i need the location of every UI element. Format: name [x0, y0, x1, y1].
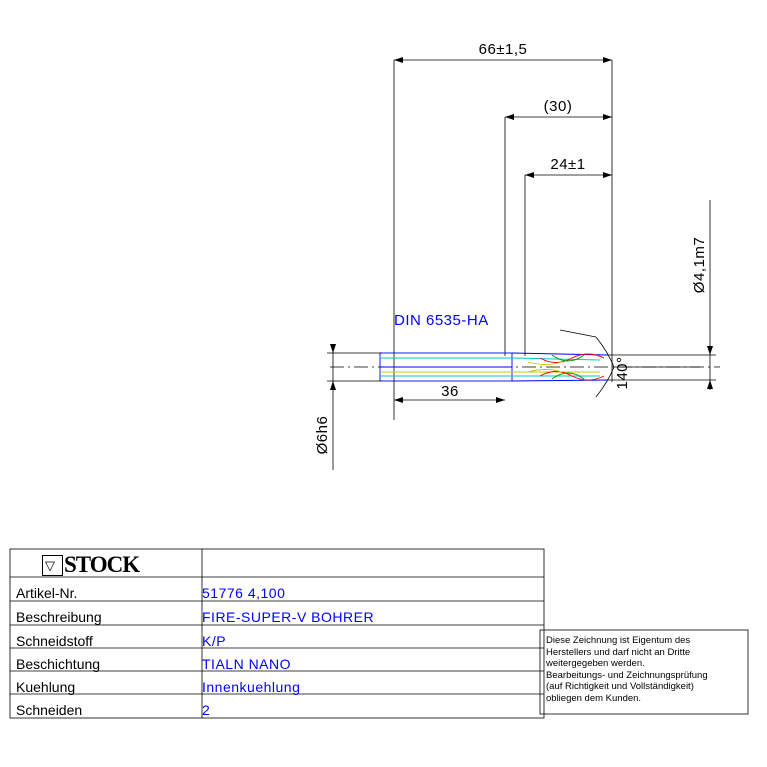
- dimension-point-angle-text: 140°: [614, 356, 631, 390]
- row-label-beschichtung: Beschichtung: [16, 655, 101, 672]
- row-value-kuehlung: Innenkuehlung: [202, 678, 301, 695]
- table-row: [16, 581, 536, 605]
- drill-shank: [380, 353, 512, 381]
- row-label-kuehlung: Kuehlung: [16, 678, 76, 695]
- row-label-schneidstoff: Schneidstoff: [16, 632, 93, 649]
- copyright-note: [546, 635, 746, 704]
- dimension-flute-length-text: 24±1: [550, 156, 586, 173]
- row-label-schneiden: Schneiden: [16, 701, 83, 718]
- row-value-beschichtung: TIALN NANO: [202, 655, 292, 672]
- dimension-bracket-length-text: (30): [543, 98, 573, 115]
- row-value-beschreibung: FIRE-SUPER-V BOHRER: [202, 609, 375, 625]
- dimension-overall-length-text: 66±1,5: [478, 41, 528, 58]
- standard-label: DIN 6535-HA: [394, 312, 489, 329]
- logo-mark-icon: ▽: [42, 555, 63, 576]
- table-row: [16, 629, 536, 652]
- note-line: obliegen dem Kunden.: [546, 692, 642, 704]
- dimension-bracket-length: [505, 98, 612, 356]
- note-line: Bearbeitungs- und Zeichnungsprüfung: [546, 669, 708, 681]
- table-row: [16, 605, 536, 629]
- row-value-schneidstoff: K/P: [202, 632, 227, 649]
- row-value-artikel-nr: 51776 4,100: [202, 585, 286, 601]
- note-line: weitergegeben werden.: [546, 658, 645, 669]
- company-logo: [42, 552, 139, 578]
- dimension-shank-length: [394, 383, 505, 403]
- table-row: [16, 698, 536, 721]
- title-block-rows: [16, 581, 536, 721]
- dimension-shank-diameter: [314, 344, 382, 470]
- dimension-cutting-diameter-text: Ø4,1m7: [691, 236, 708, 294]
- row-value-schneiden: 2: [202, 701, 211, 718]
- note-line: (auf Richtigkeit und Vollständigkeit): [546, 681, 694, 692]
- table-row: [16, 675, 536, 698]
- row-label-artikel-nr: Artikel-Nr.: [16, 585, 78, 601]
- note-line: Diese Zeichnung ist Eigentum des: [546, 635, 691, 646]
- dimension-shank-diameter-text: Ø6h6: [314, 415, 331, 455]
- note-line: Herstellers und darf nicht an Dritte: [546, 646, 691, 658]
- dimension-overall-length: [394, 41, 612, 420]
- dimension-shank-length-text: 36: [441, 383, 459, 400]
- drill-point: [560, 330, 700, 397]
- row-label-beschreibung: Beschreibung: [16, 609, 102, 625]
- logo-text: STOCK: [64, 552, 140, 577]
- table-row: [16, 652, 536, 675]
- dimension-flute-length: [525, 156, 612, 356]
